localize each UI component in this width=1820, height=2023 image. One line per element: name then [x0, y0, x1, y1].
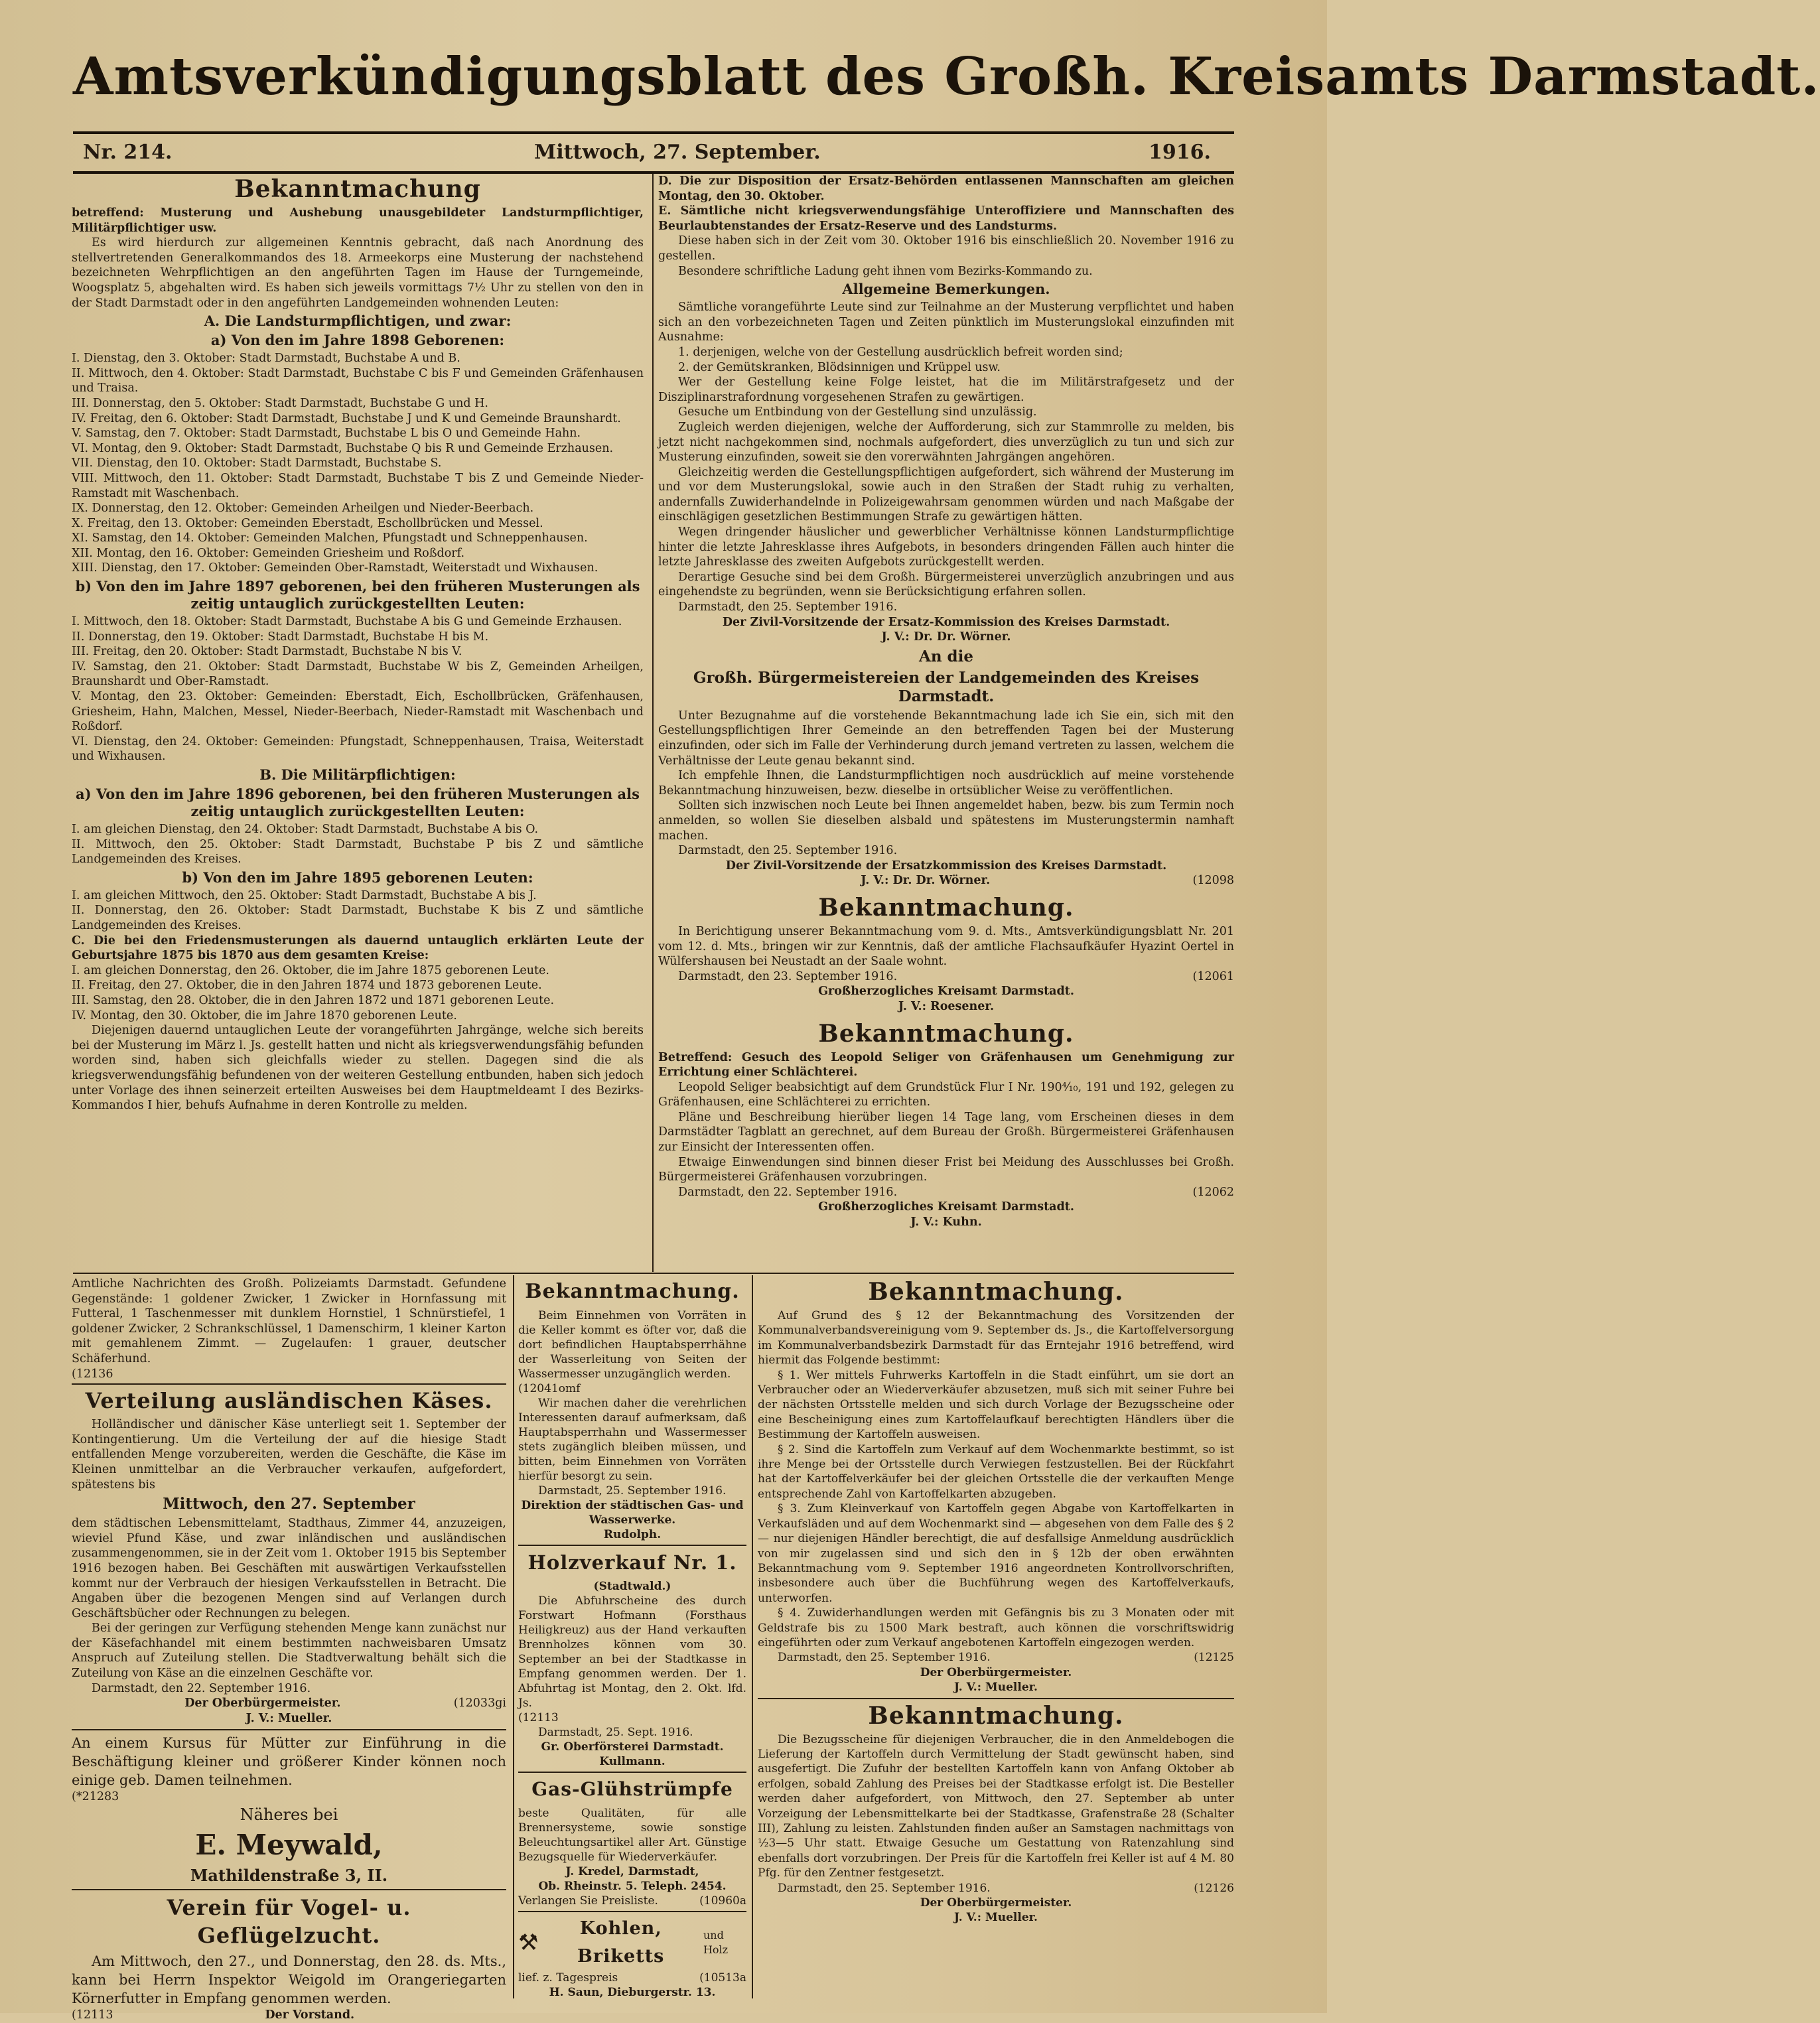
allgemeine-text: Derartige Gesuche sind bei dem Großh. Bürgermeisterei unverzüglich anzubringen und aus eingehendste zu begründen, wenn sie Berücksichtigung erfahren sollen.	[658, 570, 1234, 599]
list-item: II. Freitag, den 27. Oktober, die in den Jahren 1874 und 1873 geborenen Leute.	[72, 979, 542, 993]
flachs-signature-name: J. V.: Roesener.	[898, 999, 995, 1013]
column-divider-left	[513, 1275, 514, 1998]
kellerwasser-text: Wir machen daher die verehrlichen Interessenten darauf aufmerksam, daß Hauptabsperrhahn und Wassermesser stets zugänglich bleiben müssen, und bitten, beim Einnehmen von Vorräten hierfür besorgt zu sein.	[518, 1397, 746, 1483]
holz-signature: Gr. Oberförsterei Darmstadt.	[541, 1740, 724, 1754]
musterung-sec-e: E. Sämtliche nicht kriegsverwendungsfähige Unteroffiziere und Mannschaften des Beurlaubtenstandes der Ersatz-Reserve und des Landsturms.	[658, 204, 1234, 233]
musterung-sec-ba: a) Von den im Jahre 1896 geborenen, bei den früheren Musterungen als zeitig untauglich zurückgestellten Leuten:	[76, 786, 640, 819]
allgemeine-text: Zugleich werden diejenigen, welche der Aufforderung, sich zur Stammrolle zu melden, bis jetzt nicht nachgekommen sind, nochmals aufgefordert, dies unverzüglich zu tun und sich zur Musterung einzufinden, soweit sie den vorerwähnten Jahrgängen angehören.	[658, 420, 1234, 464]
bottom-middle-column	[518, 1277, 746, 2000]
notice-number: (12136	[72, 1367, 113, 1381]
musterung-sec-e-text: Diese haben sich in der Zeit vom 30. Oktober 1916 bis einschließlich 20. November 1916 zu gestellen.	[658, 234, 1234, 263]
kellerwasser-date: Darmstadt, 25. September 1916.	[538, 1484, 727, 1498]
list-item: 2. der Gemütskranken, Blödsinnigen und Krüppel usw.	[678, 360, 1001, 374]
musterung-intro: Es wird hierdurch zur allgemeinen Kenntnis gebracht, daß nach Anordnung des stellvertretenden Generalkommandos des 18. Armeekorps eine Musterung der nachstehend bezeichneten Wehrpflichtigen an den angeführten Tagen im Hause der Turngemeinde, Woogsplatz 5, abgehalten wird. Es haben sich jeweils vormittags 7½ Uhr zu stellen von den in der Stadt Darmstadt oder in den angeführten Landgemeinden wohnenden Leuten:	[72, 236, 644, 310]
kartoffel1-signature-name: J. V.: Mueller.	[954, 1681, 1038, 1695]
list-item: IV. Freitag, den 6. Oktober: Stadt Darmstadt, Buchstabe J und K und Gemeinde Braunshardt.	[72, 411, 621, 425]
musterung-signature: Der Zivil-Vorsitzende der Ersatz-Kommission des Kreises Darmstadt.	[722, 615, 1170, 629]
musterung-date: Darmstadt, den 25. September 1916.	[678, 600, 898, 614]
issue-date: Mittwoch, 27. September.	[534, 141, 821, 164]
kartoffel1-intro: Auf Grund des § 12 der Bekanntmachung des Vorsitzenden der Kommunalverbandsvereinigung vom 9. September ds. Js., die Kartoffelversorgung im Kommunalverbandsbezirk Darmstadt für das Erntejahr 1916 betreffend, wird hiermit das Folgende bestimmt:	[758, 1309, 1234, 1367]
seliger-text: Etwaige Einwendungen sind binnen dieser Frist bei Meidung des Ausschlusses bei Großh. Bürgermeisterei Gräfenhausen vorzubringen.	[658, 1155, 1234, 1184]
list-item: I. Dienstag, den 3. Oktober: Stadt Darmstadt, Buchstabe A und B.	[72, 352, 460, 366]
list-item: X. Freitag, den 13. Oktober: Gemeinden Eberstadt, Eschollbrücken und Messel.	[72, 516, 543, 530]
kaese-date: Mittwoch, den 27. September	[163, 1495, 415, 1513]
kaese-title: Verteilung ausländischen Käses.	[85, 1388, 493, 1414]
list-item: XI. Samstag, den 14. Oktober: Gemeinden Malchen, Pfungstadt und Schneppenhausen.	[72, 531, 588, 545]
kurs-name: E. Meywald,	[195, 1829, 383, 1862]
allgemeine-text: Gleichzeitig werden die Gestellungspflichtigen aufgefordert, sich während der Musterung im und vor dem Musterungslokal, sowie auch in den Straßen der Stadt ruhig zu verhalten, andernfalls Zuwiderhandelnde in Polizeigewahrsam genommen würden und nach Maßgabe der einschlägigen gesetzlichen Bestimmungen Strafe zu gewärtigen hätten.	[658, 465, 1234, 524]
divider	[518, 1772, 746, 1773]
musterung-signature-name: J. V.: Dr. Dr. Wörner.	[881, 630, 1011, 644]
list-item: XII. Montag, den 16. Oktober: Gemeinden Griesheim und Roßdorf.	[72, 546, 465, 560]
kaese-text: Bei der geringen zur Verfügung stehenden Menge kann zunächst nur der Käsefachhandel mit einem bestimmten nachweisbaren Umsatz Anspruch auf Zuteilung stellen. Die Stadtverwaltung behält sich die Zuteilung von Käse an die einzelnen Geschäfte vor.	[72, 1622, 506, 1681]
kartoffel1-signature: Der Oberbürgermeister.	[920, 1665, 1072, 1679]
kartoffel1-date	[758, 1650, 1234, 1665]
an-die-text: Sollten sich inzwischen noch Leute bei Ihnen angemeldet haben, bezw. bis zum Termin noch anmelden, so wollen Sie dieselben alsbald und spätestens im Musterungstermin namhaft machen.	[658, 799, 1234, 843]
signature-name: J. V.: Dr. Dr. Wörner.	[861, 874, 991, 888]
gas-text: beste Qualitäten, für alle Brennersysteme, sowie sonstige Beleuchtungsartikel aller Art. Günstige Bezugsquelle für Wiederverkäufer.	[518, 1807, 746, 1864]
kaese-text: Holländischer und dänischer Käse unterliegt seit 1. September der Kontingentierung. Um die Verteilung der auf die hiesige Stadt entfallenden Menge vorzubereiten, werden die Geschäfte, die Käse im Kleinen unmittelbar an die Verbraucher verkaufen, aufgefordert, spätestens bis	[72, 1418, 506, 1492]
kurs-naeheres: Näheres bei	[240, 1805, 338, 1825]
an-die-signature-name	[658, 873, 1234, 888]
musterung-title: Bekanntmachung	[234, 175, 481, 203]
notice-number: (12125	[1194, 1651, 1234, 1665]
list-item: V. Montag, den 23. Oktober: Gemeinden: Eberstadt, Eich, Eschollbrücken, Gräfenhausen, Griesheim, Hahn, Malchen, Messel, Nieder-Beerbach, Nieder-Ramstadt mit Waschenbach und Roßdorf.	[72, 690, 644, 734]
seliger-betreffend: Betreffend: Gesuch des Leopold Seliger von Gräfenhausen um Genehmigung zur Errichtung einer Schlächterei.	[658, 1050, 1234, 1080]
an-die-signature: Der Zivil-Vorsitzende der Ersatzkommission des Kreises Darmstadt.	[725, 859, 1167, 872]
musterung-sec-aa: a) Von den im Jahre 1898 Geborenen:	[210, 332, 505, 349]
kartoffel1-paragraph: § 2. Sind die Kartoffeln zum Verkauf auf dem Wochenmarkte bestimmt, so ist ihre Menge bei der Ortsstelle durch Verwiegen festzustellen. Bei der Rückfahrt hat der Kartoffelverkäufer bei der gleichen Ortsstelle die der verkauften Menge entsprechende Zahl von Kartoffelkarten abzugeben.	[758, 1442, 1234, 1501]
notice-number: (10513a	[699, 1971, 746, 1985]
allgemeine-text: Gesuche um Entbindung von der Gestellung sind unzulässig.	[678, 405, 1037, 419]
notice-number: (12062	[1192, 1185, 1234, 1199]
verein-text: Am Mittwoch, den 27., und Donnerstag, den 28. ds. Mts., kann bei Herrn Inspektor Weigold im Orangeriegarten Körnerfutter in Empfang genommen werden.	[72, 1953, 506, 2007]
gas-firm: J. Kredel, Darmstadt,	[565, 1865, 699, 1878]
date-text: Darmstadt, den 25. September 1916.	[778, 1881, 991, 1895]
polizei-text: Amtliche Nachrichten des Großh. Polizeiamts Darmstadt. Gefundene Gegenstände: 1 goldener Zwicker, 1 Zwicker in Hornfassung mit Futteral, 1 Taschenmesser mit dunklem Hornstiel, 1 Schnürstiefel, 1 goldener Zwicker, 2 Schrankschlüssel, 1 Damenschirm, 1 kleiner Karton mit gemahlenem Zimmt. — Zugelaufen: 1 grauer, deutscher Schäferhund.	[72, 1277, 506, 1365]
hammer-pick-icon: ⚒	[518, 1929, 539, 1956]
list-item: IV. Montag, den 30. Oktober, die im Jahre 1870 geborenen Leute.	[72, 1009, 457, 1022]
divider	[72, 1383, 506, 1385]
verein-title: Verein für Vogel- u. Geflügelzucht.	[167, 1895, 411, 1949]
an-die-heading: An die	[918, 647, 974, 665]
flachs-date	[658, 969, 1234, 985]
kurs-address: Mathildenstraße 3, II.	[190, 1866, 388, 1886]
list-item: II. Mittwoch, den 4. Oktober: Stadt Darmstadt, Buchstabe C bis F und Gemeinden Gräfenhausen und Traisa.	[72, 366, 644, 395]
issue-number: Nr. 214.	[83, 141, 173, 164]
list-item: VI. Dienstag, den 24. Oktober: Gemeinden: Pfungstadt, Schneppenhausen, Traisa, Weiterstadt und Wixhausen.	[72, 734, 644, 764]
list-item: II. Mittwoch, den 25. Oktober: Stadt Darmstadt, Buchstabe P bis Z und sämtliche Landgemeinden des Kreises.	[72, 837, 644, 867]
musterung-sec-b: B. Die Militärpflichtigen:	[259, 766, 456, 783]
notice-number: (10960a	[699, 1894, 746, 1908]
musterung-sec-e-note: Besondere schriftliche Ladung geht ihnen vom Bezirks-Kommando zu.	[678, 264, 1093, 278]
list-item: IX. Donnerstag, den 12. Oktober: Gemeinden Arheilgen und Nieder-Beerbach.	[72, 502, 534, 516]
an-die-text: Unter Bezugnahme auf die vorstehende Bekanntmachung lade ich Sie ein, sich mit den Gestellungspflichtigen Ihrer Gemeinde an den betreffenden Tagen bei der Musterung einzufinden, oder sich im Falle der Verhinderung durch jemand vertreten zu lassen, welchem die Verhältnisse der Leute genau bekannt sind.	[658, 709, 1234, 768]
list-item: I. am gleichen Donnerstag, den 26. Oktober, die im Jahre 1875 geborenen Leute.	[72, 963, 549, 977]
divider	[758, 1698, 1234, 1699]
seliger-text: Leopold Seliger beabsichtigt auf dem Grundstück Flur I Nr. 190⁴⁄₁₀, 191 und 192, gelegen zu Gräfenhausen, eine Schlächterei zu errichten.	[658, 1080, 1234, 1109]
column-divider-right	[752, 1275, 753, 1998]
musterung-sec-c: C. Die bei den Friedensmusterungen als dauernd untauglich erklärten Leute der Geburtsjahre 1875 bis 1870 aus dem gesamten Kreise:	[72, 934, 644, 963]
kohlen-price-text: lief. z. Tagespreis	[518, 1971, 618, 1985]
list-item: XIII. Dienstag, den 17. Oktober: Gemeinden Ober-Ramstadt, Weiterstadt und Wixhausen.	[72, 561, 598, 575]
an-die-date: Darmstadt, den 25. September 1916.	[678, 844, 898, 858]
gas-title: Gas-Glühstrümpfe	[531, 1778, 733, 1800]
holz-signature-name: Kullmann.	[599, 1755, 665, 1768]
kellerwasser-signature: Direktion der städtischen Gas- und Wasserwerke.	[521, 1499, 744, 1527]
issue-line	[83, 141, 1211, 167]
list-item: 1. derjenigen, welche von der Gestellung ausdrücklich befreit worden sind;	[678, 345, 1123, 359]
seliger-signature: Großherzogliches Kreisamt Darmstadt.	[818, 1200, 1074, 1214]
notice-number: (12033gi	[453, 1697, 506, 1710]
musterung-column	[72, 174, 644, 1269]
kohlen-holz: und Holz	[703, 1929, 729, 1956]
list-item: III. Freitag, den 20. Oktober: Stadt Darmstadt, Buchstabe N bis V.	[72, 645, 462, 659]
list-item: IV. Samstag, den 21. Oktober: Stadt Darmstadt, Buchstabe W bis Z, Gemeinden Arheilgen, Braunshardt und Ober-Ramstadt.	[72, 660, 644, 689]
kartoffel1-paragraph: § 1. Wer mittels Fuhrwerks Kartoffeln in die Stadt einführt, um sie dort an Verbraucher oder an Wiederverkäufer abzusetzen, muß sich mit seiner Fuhre bei der nächsten Ortsstelle melden und sich durch Vorlage der Bezugsscheine oder eine Bescheinigung eines zum Kartoffelaufkauf berechtigten Händlers über die Bestimmung der Kartoffeln ausweisen.	[758, 1368, 1234, 1442]
notice-number: (*21283	[72, 1790, 119, 1804]
date-text: Darmstadt, den 25. September 1916.	[778, 1651, 991, 1665]
notice-number: (12126	[1194, 1881, 1234, 1895]
allgemeine-text: Sämtliche vorangeführte Leute sind zur Teilnahme an der Musterung verpflichtet und haben sich an den vorbezeichneten Tagen und Zeiten pünktlich im Musterungslokal einzufinden mit Ausnahme:	[658, 301, 1234, 344]
kohlen-firm: H. Saun, Dieburgerstr. 13.	[549, 1986, 716, 1999]
date-text: Darmstadt, den 22. September 1916.	[678, 1185, 898, 1199]
musterung-closing: Diejenigen dauernd untauglichen Leute der vorangeführten Jahrgänge, welche sich bereits bei der Musterung im März l. Js. gestellt hatten und nicht als kriegsverwendungsfähig befunden worden sind, haben sich gleichfalls wieder zu stellen. Dagegen sind die als kriegsverwendungsfähig befundenen von der weiteren Gestellung entbunden, haben sich jedoch unter Vorlage des ihnen seinerzeit erteilten Ausweises bei dem Hauptmeldeamt I des Bezirks-Kommandos I hier, behufs Aufnahme in deren Kontrolle zu melden.	[72, 1024, 644, 1113]
kellerwasser-signature-name: Rudolph.	[603, 1528, 662, 1541]
verein-signature	[72, 2008, 506, 2023]
list-item: V. Samstag, den 7. Oktober: Stadt Darmstadt, Buchstabe L bis O und Gemeinde Hahn.	[72, 427, 581, 441]
allgemeine-text: Wegen dringender häuslicher und gewerblicher Verhältnisse können Landsturmpflichtige hinter die letzte Jahresklasse ihres Aufgebots, in besonders dringenden Fällen auch hinter die letzte Jahresklasse des zweiten Aufgebots zurückgestellt werden.	[658, 525, 1234, 569]
signature: Der Oberbürgermeister.	[184, 1697, 341, 1710]
column-divider-top	[652, 174, 654, 1272]
list-item: VI. Montag, den 9. Oktober: Stadt Darmstadt, Buchstabe Q bis R und Gemeinde Erzhausen.	[72, 441, 614, 455]
seliger-title: Bekanntmachung.	[818, 1019, 1074, 1048]
kaese-date-line: Darmstadt, den 22. September 1916.	[92, 1681, 311, 1695]
seliger-date	[658, 1185, 1234, 1200]
list-item: III. Samstag, den 28. Oktober, die in den Jahren 1872 und 1871 geborenen Leute.	[72, 993, 555, 1007]
section-divider	[73, 1273, 1234, 1274]
holz-title: Holzverkauf Nr. 1.	[527, 1551, 737, 1574]
allgemeine-heading: Allgemeine Bemerkungen.	[842, 281, 1050, 298]
issue-year: 1916.	[1149, 141, 1211, 164]
kaese-signature-name: J. V.: Mueller.	[245, 1711, 332, 1725]
holz-subtitle: (Stadtwald.)	[593, 1580, 671, 1593]
kartoffel1-title: Bekanntmachung.	[868, 1278, 1124, 1306]
notice-number: (12061	[1192, 969, 1234, 983]
kaese-text: dem städtischen Lebensmittelamt, Stadthaus, Zimmer 44, anzuzeigen, wieviel Pfund Käse, und zwar inländischen und ausländischen zusammengenommen, sie in der Zeit vom 1. Oktober 1915 bis September 1916 bezogen haben. Bei Geschäften mit auswärtigen Verkaufsstellen kommt nur der Verbrauch der hiesigen Verkaufsstellen in Betracht. Die Angaben über die bezogenen Mengen sind auf Verlangen durch Geschäftsbücher oder Rechnungen zu belegen.	[72, 1517, 506, 1620]
kartoffel1-paragraph: § 4. Zuwiderhandlungen werden mit Gefängnis bis zu 3 Monaten oder mit Geldstrafe bis zu 1500 Mark bestraft, auch können die vorschriftswidrig eingeführten oder zum Verkauf angebotenen Kartoffeln eingezogen werden.	[758, 1606, 1234, 1649]
notice-number: (12098	[1192, 874, 1234, 888]
notice-number: (12113	[518, 1711, 559, 1724]
kohlen-ad	[518, 1915, 746, 1971]
kartoffel2-text: Die Bezugsscheine für diejenigen Verbraucher, die in den Anmeldebogen die Lieferung der Kartoffeln durch Vermittelung der Stadt gewünscht haben, sind ausgefertigt. Die Zufuhr der bestellten Kartoffeln kann von Anfang Oktober ab erfolgen, sobald Zahlung des Preises bei der Stadtkasse erfolgt ist. Die Besteller werden daher aufgefordert, von Mittwoch, den 27. September ab unter Vorzeigung der Lebensmittelkarte bei der Stadtkasse, Grafenstraße 28 (Schalter III), Zahlung zu leisten. Zahlstunden finden außer an Samstagen nachmittags von ½3—5 Uhr statt. Etwaige Gesuche um Gestattung von Ratenzahlung sind ebenfalls dort vorzubringen. Der Preis für die Kartoffeln frei Keller ist auf 4 M. 80 Pfg. für den Zentner festgesetzt.	[758, 1732, 1234, 1880]
kurs-text: An einem Kursus für Mütter zur Einführung in die Beschäftigung kleiner und größerer Kinder können noch einige geb. Damen teilnehmen.	[72, 1735, 506, 1789]
divider	[518, 1545, 746, 1546]
notice-number: (12041omf	[518, 1382, 581, 1395]
flachs-signature: Großherzogliches Kreisamt Darmstadt.	[818, 985, 1074, 999]
note-text: Verlangen Sie Preisliste.	[518, 1894, 658, 1908]
an-die-title: Großh. Bürgermeistereien der Landgemeinden des Kreises Darmstadt.	[693, 668, 1200, 705]
holz-text: Die Abfuhrscheine des durch Forstwart Hofmann (Forsthaus Heiligkreuz) aus der Hand verkauften Brennholzes können vom 30. September an bei der Stadtkasse in Empfang genommen werden. Der 1. Abfuhrtag ist Montag, den 2. Okt. lfd. Js.	[518, 1594, 746, 1710]
divider	[72, 1889, 506, 1890]
kohlen-text	[518, 1971, 746, 1985]
musterung-sec-ab: b) Von den im Jahre 1897 geborenen, bei den früheren Musterungen als zeitig untauglich zurückgestellten Leuten:	[75, 578, 640, 612]
list-item: I. am gleichen Dienstag, den 24. Oktober: Stadt Darmstadt, Buchstabe A bis O.	[72, 823, 539, 836]
divider	[518, 1911, 746, 1912]
bottom-right-column	[758, 1277, 1234, 2000]
musterung-sec-d: D. Die zur Disposition der Ersatz-Behörden entlassenen Mannschaften am gleichen Montag, den 30. Oktober.	[658, 174, 1234, 203]
kartoffel2-title: Bekanntmachung.	[868, 1701, 1124, 1730]
date-text: Darmstadt, den 23. September 1916.	[678, 969, 898, 983]
seliger-signature-name: J. V.: Kuhn.	[910, 1216, 982, 1229]
musterung-betreffend: betreffend: Musterung und Aushebung unausgebildeter Landsturmpflichtiger, Militärpflichtiger usw.	[72, 206, 644, 235]
kellerwasser-text: Beim Einnehmen von Vorräten in die Keller kommt es öfter vor, daß die dort befindlichen Hauptabsperrhähne der Wasserleitung von Seiten der Wassermesser unzugänglich werden.	[518, 1309, 746, 1381]
list-item: VIII. Mittwoch, den 11. Oktober: Stadt Darmstadt, Buchstabe T bis Z und Gemeinde Nieder-Ramstadt mit Waschenbach.	[72, 471, 644, 500]
kellerwasser-title: Bekanntmachung.	[525, 1280, 740, 1303]
kartoffel1-paragraph: § 3. Zum Kleinverkauf von Kartoffeln gegen Abgabe von Kartoffelkarten in Verkaufsläden und auf dem Wochenmarkt sind — abgesehen von dem Falle des § 2 — nur diejenigen Händler berechtigt, die auf desfallsige Anmeldung ausdrücklich von mir zugelassen sind und sich den in § 12b der oben erwähnten Bekanntmachung vom 9. September 1916 angeordneten Kontrollvorschriften, insbesondere auch über die Buchführung wegen des Kartoffelverkaufs, unterworfen.	[758, 1502, 1234, 1605]
list-item: III. Donnerstag, den 5. Oktober: Stadt Darmstadt, Buchstabe G und H.	[72, 396, 488, 410]
masthead-rule-top	[73, 131, 1234, 134]
list-item: II. Donnerstag, den 26. Oktober: Stadt Darmstadt, Buchstabe K bis Z und sämtliche Landgemeinden des Kreises.	[72, 904, 644, 932]
kaese-signature	[72, 1696, 506, 1711]
list-item: I. am gleichen Mittwoch, den 25. Oktober: Stadt Darmstadt, Buchstabe A bis J.	[72, 888, 537, 902]
notice-number: (12113	[72, 2008, 113, 2022]
divider	[72, 1729, 506, 1730]
gas-address: Ob. Rheinstr. 5. Teleph. 2454.	[538, 1880, 727, 1893]
right-top-column	[658, 174, 1234, 1269]
musterung-sec-bb: b) Von den im Jahre 1895 geborenen Leuten:	[182, 869, 533, 886]
list-item: I. Mittwoch, den 18. Oktober: Stadt Darmstadt, Buchstabe A bis G und Gemeinde Erzhausen.	[72, 615, 622, 629]
bottom-left-column	[72, 1277, 506, 2022]
kohlen-title: Kohlen, Briketts	[577, 1918, 665, 1967]
kartoffel2-date	[758, 1881, 1234, 1896]
kartoffel2-signature: Der Oberbürgermeister.	[920, 1896, 1072, 1910]
flachs-text: In Berichtigung unserer Bekanntmachung vom 9. d. Mts., Amtsverkündigungsblatt Nr. 201 vom 12. d. Mts., bringen wir zur Kenntnis, daß der amtliche Flachsaufkäufer Hyazint Oertel in Wülfershausen bei Neustadt an der Saale wohnt.	[658, 924, 1234, 969]
flachs-title: Bekanntmachung.	[818, 893, 1074, 922]
list-item: VII. Dienstag, den 10. Oktober: Stadt Darmstadt, Buchstabe S.	[72, 456, 442, 470]
musterung-sec-a: A. Die Landsturmpflichtigen, und zwar:	[204, 313, 512, 330]
list-item: II. Donnerstag, den 19. Oktober: Stadt Darmstadt, Buchstabe H bis M.	[72, 630, 489, 644]
signature: Der Vorstand.	[265, 2008, 355, 2022]
kartoffel2-signature-name: J. V.: Mueller.	[954, 1911, 1038, 1925]
gas-note	[518, 1894, 746, 1908]
allgemeine-text: Wer der Gestellung keine Folge leistet, hat die im Militärstrafgesetz und der Disziplinarstrafordnung vorgesehenen Strafen zu gewärtigen.	[658, 376, 1234, 404]
an-die-text: Ich empfehle Ihnen, die Landsturmpflichtigen noch ausdrücklich auf meine vorstehende Bekanntmachung hinzuweisen, bezw. dieselbe in ortsüblicher Weise zu veröffentlichen.	[658, 769, 1234, 798]
seliger-text: Pläne und Beschreibung hierüber liegen 14 Tage lang, vom Erscheinen dieses in dem Darmstädter Tagblatt an gerechnet, auf dem Bureau der Großh. Bürgermeisterei Gräfenhausen zur Einsicht der Interessenten offen.	[658, 1110, 1234, 1154]
holz-date: Darmstadt, 25. Sept. 1916.	[538, 1726, 693, 1739]
masthead-title: Amtsverkündigungsblatt des Großh. Kreisamts Darmstadt.	[73, 46, 1820, 107]
